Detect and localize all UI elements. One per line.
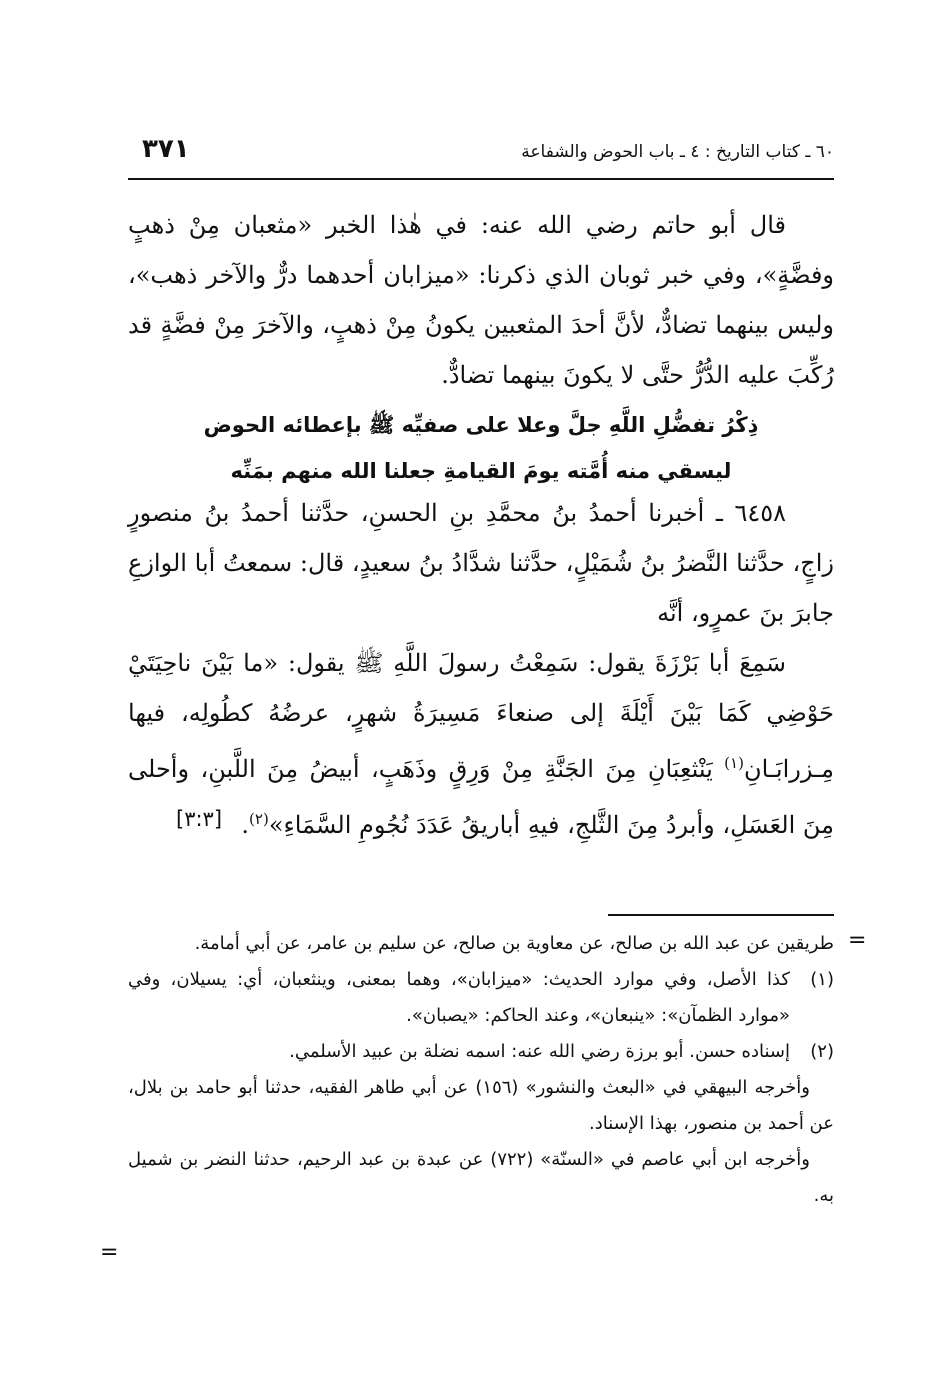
hadith-matn-end: . xyxy=(241,811,250,839)
footnote-1-number: (١) xyxy=(810,969,834,990)
footnote-2-paragraph-3: وأخرجه ابن أبي عاصم في «السنّة» (٧٢٢) عن عبدة بن عبد الرحيم، حدثنا النضر بن شميل به. xyxy=(128,1149,834,1206)
section-heading-line-1: ذِكْرُ تفضُّلِ اللَّهِ جلَّ وعلا على صفيِّه ﷺ بإعطائه الحوض xyxy=(203,413,759,437)
footnote-2 xyxy=(128,1034,834,1070)
commentary-paragraph: قال أبو حاتم رضي الله عنه: في هٰذا الخبر «مثعبان مِنْ ذهبٍ وفضَّةٍ»، وفي خبر ثوبان الذي ذكرنا: «ميزابان أحدهما درٌّ والآخر ذهب»، وليس بينهما تضادٌّ، لأنَّ أحدَ المثعبين يكونُ مِنْ ذهبٍ، والآخرَ مِنْ فضَّةٍ قد رُكِّبَ عليه الدُّرُّ حتَّى لا يكونَ بينهما تضادٌّ. xyxy=(128,211,834,389)
footnote-marker-2[interactable]: (٢) xyxy=(249,810,269,828)
main-text xyxy=(128,200,834,850)
hadith-matn-start: سَمِعَ أبا بَرْزَةَ يقول: سَمِعْتُ رسولَ اللَّهِ ﷺ يقول: «ما بَيْنَ ناحِيَتَيْ حَوْضِي كَمَا بَيْنَ أَيْلَةَ إلى صنعاءَ مَسِيرَةُ شهرٍ، عرضُهُ كطُولِه، فيها مِـزرابَـانِ xyxy=(128,649,834,783)
citation-reference: [٣:٣] xyxy=(176,807,223,831)
hadith-matn xyxy=(128,638,834,850)
running-head: ٦٠ ـ كتاب التاريخ : ٤ ـ باب الحوض والشفاعة xyxy=(521,142,834,162)
section-heading-line-2: ليسقي منه أُمَّته يومَ القيامةِ جعلنا الله منهم بمَنِّه xyxy=(230,459,732,483)
footnote-1-text: كذا الأصل، وفي موارد الحديث: «ميزابان»، وهما بمعنى، وينثعبان، أي: يسيلان، وفي «موارد الظمآن»: «ينبعان»، وعند الحاكم: «يصبان». xyxy=(128,969,790,1026)
continuation-mark-bottom: = xyxy=(100,1240,119,1265)
footnote-2-number: (٢) xyxy=(810,1041,834,1062)
footnote-2-paragraph-2: وأخرجه البيهقي في «البعث والنشور» (١٥٦) عن أبي طاهر الفقيه، حدثنا أبو حامد بن بلال، عن أحمد بن منصور، بهذا الإسناد. xyxy=(128,1077,834,1134)
page-number: ٣٧١ xyxy=(142,134,190,164)
hadith-isnad: ٦٤٥٨ ـ أخبرنا أحمدُ بنُ محمَّدِ بنِ الحسنِ، حدَّثنا أحمدُ بنُ منصورٍ زاجٍ، حدَّثنا النَّضرُ بنُ شُمَيْلٍ، حدَّثنا شدَّادُ بنُ سعيدٍ، قال: سمعتُ أبا الوازعِ جابرَ بنَ عمرٍو، أنَّه xyxy=(128,499,834,627)
footnote-rule xyxy=(608,914,834,916)
page-header xyxy=(128,132,834,172)
footnote-2-text: إسناده حسن. أبو برزة رضي الله عنه: اسمه نضلة بن عبيد الأسلمي. xyxy=(289,1041,790,1062)
footnotes xyxy=(128,926,834,1214)
header-rule xyxy=(128,178,834,180)
footnote-1 xyxy=(128,962,834,1034)
hadith-matn-continued: يَنْثعِبَانِ مِنَ الجَنَّةِ مِنْ وَرِقٍ وذَهَبٍ، أبيضُ مِنَ اللَّبنِ، وأحلى مِنَ العَسَلِ، وأبردُ مِنَ الثَّلجِ، فيهِ أباريقُ عَدَدَ نُجُومِ السَّمَاءِ» xyxy=(128,755,834,839)
footnote-marker-1[interactable]: (١) xyxy=(724,754,744,772)
continuation-mark-top: = xyxy=(848,928,867,953)
footnote-continuation: طريقين عن عبد الله بن صالح، عن معاوية بن صالح، عن سليم بن عامر، عن أبي أمامة. xyxy=(194,933,834,954)
